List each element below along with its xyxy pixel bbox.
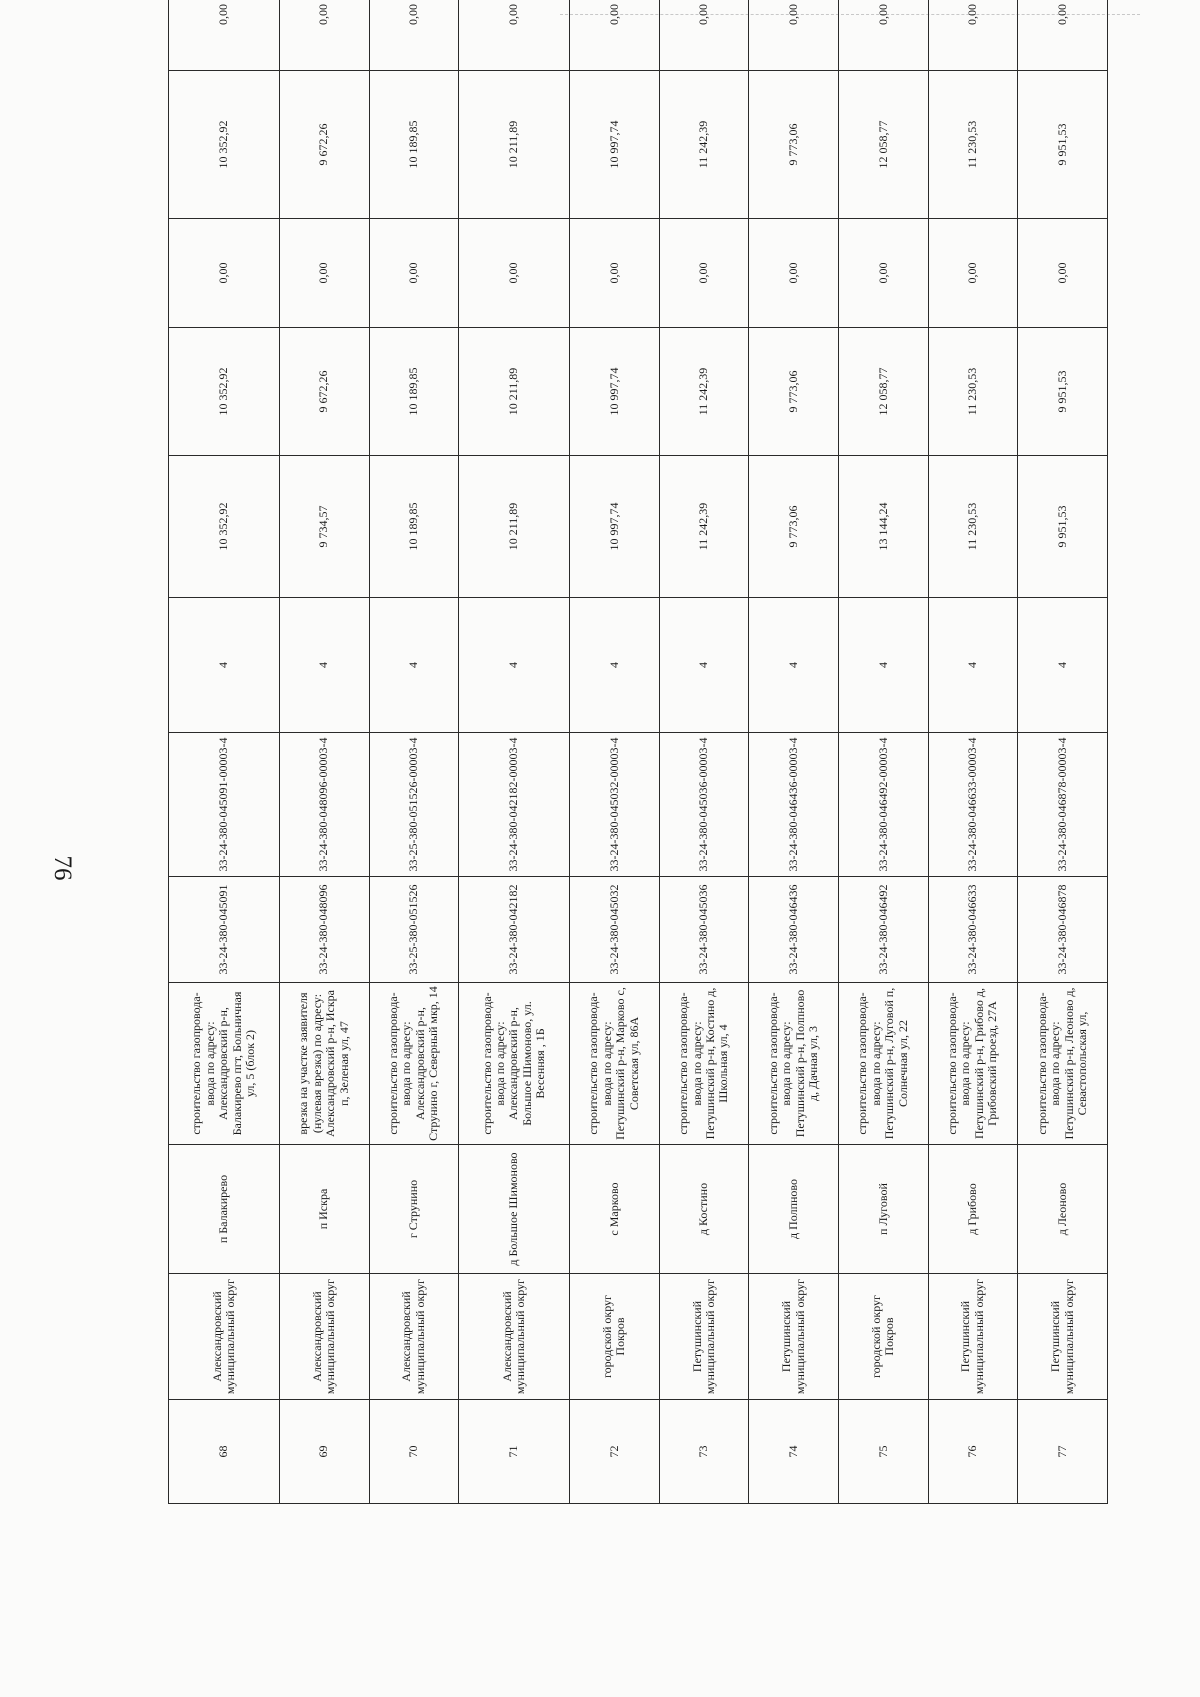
amount-2-cell: 10 211,89 <box>459 328 570 456</box>
work-description-cell: строительство газопровода-ввода по адресу: Александровский р-н, Струнино г, Северный мкр, 14 <box>369 983 459 1145</box>
row-number-cell: 68 <box>169 1400 280 1504</box>
category-value-cell: 4 <box>928 598 1018 733</box>
work-description-cell: строительство газопровода-ввода по адресу: Петушинский р-н, Леоново д, Севастопольская ул, <box>1018 983 1108 1145</box>
amount-1-cell: 10 997,74 <box>570 456 660 598</box>
municipal-district-cell: Александровский муниципальный округ <box>369 1274 459 1400</box>
settlement-name-cell: п Искра <box>279 1145 369 1274</box>
amount-3-cell: 0,00 <box>1018 219 1108 328</box>
amount-4-cell: 9 672,26 <box>279 71 369 219</box>
settlement-name-cell: д Большое Шимоново <box>459 1145 570 1274</box>
amount-4-cell: 11 230,53 <box>928 71 1018 219</box>
amount-3-cell: 0,00 <box>749 219 839 328</box>
amount-3-cell: 0,00 <box>838 219 928 328</box>
row-number-cell: 74 <box>749 1400 839 1504</box>
data-table <box>168 0 1108 1504</box>
table-row <box>169 0 280 1504</box>
amount-2-cell: 9 773,06 <box>749 328 839 456</box>
work-description-cell: строительство газопровода-ввода по адресу: Александровский р-н, Балакирево пгт, Больничная ул, 5 (блок 2) <box>169 983 280 1145</box>
row-number-cell: 73 <box>659 1400 749 1504</box>
amount-3-cell: 0,00 <box>570 219 660 328</box>
amount-4-cell: 10 352,92 <box>169 71 280 219</box>
table-row <box>749 0 839 1504</box>
account-number-cell: 33-24-380-046492 <box>838 877 928 983</box>
amount-1-cell: 10 352,92 <box>169 456 280 598</box>
amount-5-cell: 0,00 <box>570 0 660 71</box>
category-value-cell: 4 <box>369 598 459 733</box>
amount-5-cell: 0,00 <box>659 0 749 71</box>
settlement-name-cell: д Полпново <box>749 1145 839 1274</box>
amount-3-cell: 0,00 <box>369 219 459 328</box>
row-number-cell: 77 <box>1018 1400 1108 1504</box>
row-number-cell: 76 <box>928 1400 1018 1504</box>
settlement-name-cell: п Луговой <box>838 1145 928 1274</box>
amount-1-cell: 11 242,39 <box>659 456 749 598</box>
work-description-cell: строительство газопровода-ввода по адресу: Петушинский р-н, Полпново д, Дачная ул, 3 <box>749 983 839 1145</box>
amount-4-cell: 9 773,06 <box>749 71 839 219</box>
amount-2-cell: 9 951,53 <box>1018 328 1108 456</box>
amount-3-cell: 0,00 <box>659 219 749 328</box>
settlement-name-cell: п Балакирево <box>169 1145 280 1274</box>
account-number-cell: 33-24-380-045036 <box>659 877 749 983</box>
amount-5-cell: 0,00 <box>1018 0 1108 71</box>
category-value-cell: 4 <box>1018 598 1108 733</box>
category-value-cell: 4 <box>279 598 369 733</box>
settlement-name-cell: г Струнино <box>369 1145 459 1274</box>
table-row <box>369 0 459 1504</box>
amount-1-cell: 13 144,24 <box>838 456 928 598</box>
settlement-name-cell: с Марково <box>570 1145 660 1274</box>
account-number-cell: 33-24-380-046633 <box>928 877 1018 983</box>
amount-5-cell: 0,00 <box>749 0 839 71</box>
row-number-cell: 71 <box>459 1400 570 1504</box>
amount-5-cell: 0,00 <box>928 0 1018 71</box>
amount-5-cell: 0,00 <box>459 0 570 71</box>
amount-5-cell: 0,00 <box>369 0 459 71</box>
municipal-district-cell: Петушинский муниципальный округ <box>659 1274 749 1400</box>
table-row <box>928 0 1018 1504</box>
work-description-cell: строительство газопровода-ввода по адресу: Петушинский р-н, Луговой п, Солнечная ул, 22 <box>838 983 928 1145</box>
page-number: 76 <box>49 855 76 881</box>
table-row <box>1018 0 1108 1504</box>
work-description-cell: строительство газопровода-ввода по адресу: Александровский р-н, Большое Шимоново, ул. Весенняя , 1Б <box>459 983 570 1145</box>
full-account-number-cell: 33-24-380-048096-00003-4 <box>279 733 369 877</box>
amount-5-cell: 0,00 <box>169 0 280 71</box>
account-number-cell: 33-24-380-045032 <box>570 877 660 983</box>
category-value-cell: 4 <box>749 598 839 733</box>
amount-2-cell: 10 997,74 <box>570 328 660 456</box>
municipal-district-cell: Петушинский муниципальный округ <box>749 1274 839 1400</box>
account-number-cell: 33-24-380-046436 <box>749 877 839 983</box>
full-account-number-cell: 33-24-380-045091-00003-4 <box>169 733 280 877</box>
table-row <box>279 0 369 1504</box>
amount-3-cell: 0,00 <box>169 219 280 328</box>
amount-2-cell: 9 672,26 <box>279 328 369 456</box>
table-body <box>169 0 1108 1504</box>
municipal-district-cell: городской округ Покров <box>570 1274 660 1400</box>
category-value-cell: 4 <box>838 598 928 733</box>
amount-1-cell: 9 773,06 <box>749 456 839 598</box>
account-number-cell: 33-24-380-042182 <box>459 877 570 983</box>
amount-1-cell: 9 951,53 <box>1018 456 1108 598</box>
full-account-number-cell: 33-25-380-051526-00003-4 <box>369 733 459 877</box>
amount-4-cell: 10 997,74 <box>570 71 660 219</box>
table-row <box>659 0 749 1504</box>
work-description-cell: врезка на участке заявителя (нулевая врезка) по адресу: Александровский р-н, Искра п, Зеленая ул, 47 <box>279 983 369 1145</box>
amount-4-cell: 9 951,53 <box>1018 71 1108 219</box>
amount-1-cell: 10 189,85 <box>369 456 459 598</box>
row-number-cell: 69 <box>279 1400 369 1504</box>
category-value-cell: 4 <box>659 598 749 733</box>
settlement-name-cell: д Леоново <box>1018 1145 1108 1274</box>
amount-2-cell: 11 230,53 <box>928 328 1018 456</box>
full-account-number-cell: 33-24-380-046633-00003-4 <box>928 733 1018 877</box>
municipal-district-cell: Петушинский муниципальный округ <box>1018 1274 1108 1400</box>
amount-5-cell: 0,00 <box>279 0 369 71</box>
amount-3-cell: 0,00 <box>459 219 570 328</box>
amount-1-cell: 9 734,57 <box>279 456 369 598</box>
work-description-cell: строительство газопровода-ввода по адресу: Петушинский р-н, Грибово д, Грибовский проезд, 27А <box>928 983 1018 1145</box>
category-value-cell: 4 <box>169 598 280 733</box>
municipal-district-cell: Александровский муниципальный округ <box>459 1274 570 1400</box>
amount-1-cell: 11 230,53 <box>928 456 1018 598</box>
row-number-cell: 70 <box>369 1400 459 1504</box>
full-account-number-cell: 33-24-380-046436-00003-4 <box>749 733 839 877</box>
municipal-district-cell: Петушинский муниципальный округ <box>928 1274 1018 1400</box>
amount-3-cell: 0,00 <box>928 219 1018 328</box>
settlement-name-cell: д Костино <box>659 1145 749 1274</box>
table-row <box>459 0 570 1504</box>
amount-2-cell: 10 352,92 <box>169 328 280 456</box>
municipal-district-cell: городской округ Покров <box>838 1274 928 1400</box>
amount-4-cell: 10 211,89 <box>459 71 570 219</box>
amount-4-cell: 11 242,39 <box>659 71 749 219</box>
amount-3-cell: 0,00 <box>279 219 369 328</box>
rotated-table-container <box>168 4 1108 1504</box>
amount-2-cell: 10 189,85 <box>369 328 459 456</box>
account-number-cell: 33-25-380-051526 <box>369 877 459 983</box>
full-account-number-cell: 33-24-380-045036-00003-4 <box>659 733 749 877</box>
amount-5-cell: 0,00 <box>838 0 928 71</box>
full-account-number-cell: 33-24-380-042182-00003-4 <box>459 733 570 877</box>
account-number-cell: 33-24-380-048096 <box>279 877 369 983</box>
full-account-number-cell: 33-24-380-046878-00003-4 <box>1018 733 1108 877</box>
table-row <box>838 0 928 1504</box>
row-number-cell: 75 <box>838 1400 928 1504</box>
full-account-number-cell: 33-24-380-045032-00003-4 <box>570 733 660 877</box>
municipal-district-cell: Александровский муниципальный округ <box>169 1274 280 1400</box>
table-row <box>570 0 660 1504</box>
amount-4-cell: 10 189,85 <box>369 71 459 219</box>
category-value-cell: 4 <box>570 598 660 733</box>
work-description-cell: строительство газопровода-ввода по адресу: Петушинский р-н, Марково с, Советская ул, 86А <box>570 983 660 1145</box>
full-account-number-cell: 33-24-380-046492-00003-4 <box>838 733 928 877</box>
row-number-cell: 72 <box>570 1400 660 1504</box>
work-description-cell: строительство газопровода-ввода по адресу: Петушинский р-н, Костино д, Школьная ул, 4 <box>659 983 749 1145</box>
amount-2-cell: 12 058,77 <box>838 328 928 456</box>
amount-4-cell: 12 058,77 <box>838 71 928 219</box>
amount-2-cell: 11 242,39 <box>659 328 749 456</box>
account-number-cell: 33-24-380-045091 <box>169 877 280 983</box>
account-number-cell: 33-24-380-046878 <box>1018 877 1108 983</box>
settlement-name-cell: д Грибово <box>928 1145 1018 1274</box>
amount-1-cell: 10 211,89 <box>459 456 570 598</box>
category-value-cell: 4 <box>459 598 570 733</box>
municipal-district-cell: Александровский муниципальный округ <box>279 1274 369 1400</box>
